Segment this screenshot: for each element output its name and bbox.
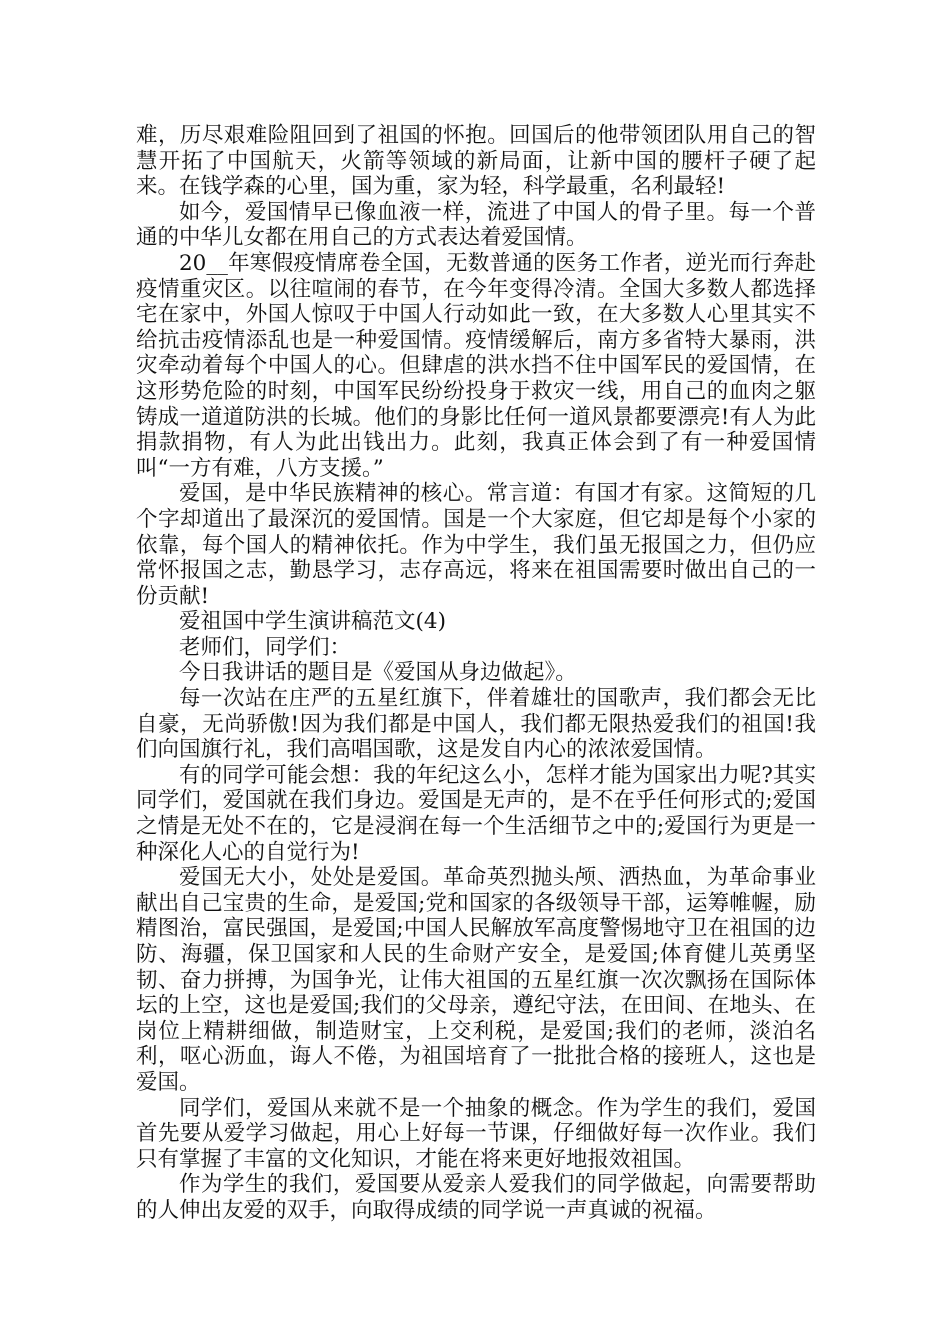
paragraph-11: 同学们，爱国从来就不是一个抽象的概念。作为学生的我们，爱国首先要从爱学习做起，用心上好每一节课，仔细做好每一次作业。我们只有掌握了丰富的文化知识，才能在将来更好地报效祖国。 [136, 1095, 816, 1172]
paragraph-4: 爱国，是中华民族精神的核心。常言道：有国才有家。这简短的几个字却道出了最深沉的爱国情。国是一个大家庭，但它却是每个小家的依靠，每个国人的精神依托。作为中学生，我们虽无报国之力，但仍应常怀报国之志，勤恳学习，志存高远，将来在祖国需要时做出自己的一份贡献! [136, 481, 816, 609]
salutation: 老师们，同学们： [179, 634, 352, 660]
paragraph-12: 作为学生的我们，爱国要从爱亲人爱我们的同学做起，向需要帮助的人伸出友爱的双手，向取得成绩的同学说一声真诚的祝福。 [136, 1172, 816, 1223]
paragraph-3: 20__年寒假疫情席卷全国，无数普通的医务工作者，逆光而行奔赴疫情重灾区。以往喧闹的春节，在今年变得冷清。全国大多数人都选择宅在家中，外国人惊叹于中国人行动如此一致，在大多数人心里其实不给抗击疫情添乱也是一种爱国情。疫情缓解后，南方多省特大暴雨，洪灾牵动着每个中国人的心。但肆虐的洪水挡不住中国军民的爱国情，在这形势危险的时刻，中国军民纷纷投身于救灾一线，用自己的血肉之躯铸成一道道防洪的长城。他们的身影比任何一道风景都要漂亮!有人为此捐款捐物，有人为此出钱出力。此刻，我真正体会到了有一种爱国情叫“一方有难，八方支援。” [136, 250, 816, 481]
paragraph-9: 有的同学可能会想：我的年纪这么小，怎样才能为国家出力呢?其实同学们，爱国就在我们身边。爱国是无声的，是不在乎任何形式的;爱国之情是无处不在的，它是浸润在每一个生活细节之中的;爱国行为更是一种深化人心的自觉行为! [136, 762, 816, 865]
section-heading: 爱祖国中学生演讲稿范文(4) [179, 609, 446, 635]
document-page [136, 123, 816, 1224]
paragraph-10: 爱国无大小，处处是爱国。革命英烈抛头颅、洒热血，为革命事业献出自己宝贵的生命，是爱国;党和国家的各级领导干部，运筹帷幄，励精图治，富民强国，是爱国;中国人民解放军高度警惕地守卫在祖国的边防、海疆，保卫国家和人民的生命财产安全，是爱国;体育健儿英勇坚韧、奋力拼搏，为国争光，让伟大祖国的五星红旗一次次飘扬在国际体坛的上空，这也是爱国;我们的父母亲，遵纪守法，在田间、在地头、在岗位上精耕细做，制造财宝，上交利税，是爱国;我们的老师，淡泊名利，呕心沥血，诲人不倦，为祖国培育了一批批合格的接班人，这也是爱国。 [136, 865, 816, 1095]
paragraph-8: 每一次站在庄严的五星红旗下，伴着雄壮的国歌声，我们都会无比自豪，无尚骄傲!因为我们都是中国人，我们都无限热爱我们的祖国!我们向国旗行礼，我们高唱国歌，这是发自内心的浓浓爱国情。 [136, 686, 816, 763]
paragraph-1: 难，历尽艰难险阻回到了祖国的怀抱。回国后的他带领团队用自己的智慧开拓了中国航天，火箭等领域的新局面，让新中国的腰杆子硬了起来。在钱学森的心里，国为重，家为轻，科学最重，名利最轻! [136, 123, 816, 200]
paragraph-2: 如今，爱国情早已像血液一样，流进了中国人的骨子里。每一个普通的中华儿女都在用自己的方式表达着爱国情。 [136, 199, 816, 251]
speech-topic: 今日我讲话的题目是《爱国从身边做起》。 [179, 660, 577, 686]
